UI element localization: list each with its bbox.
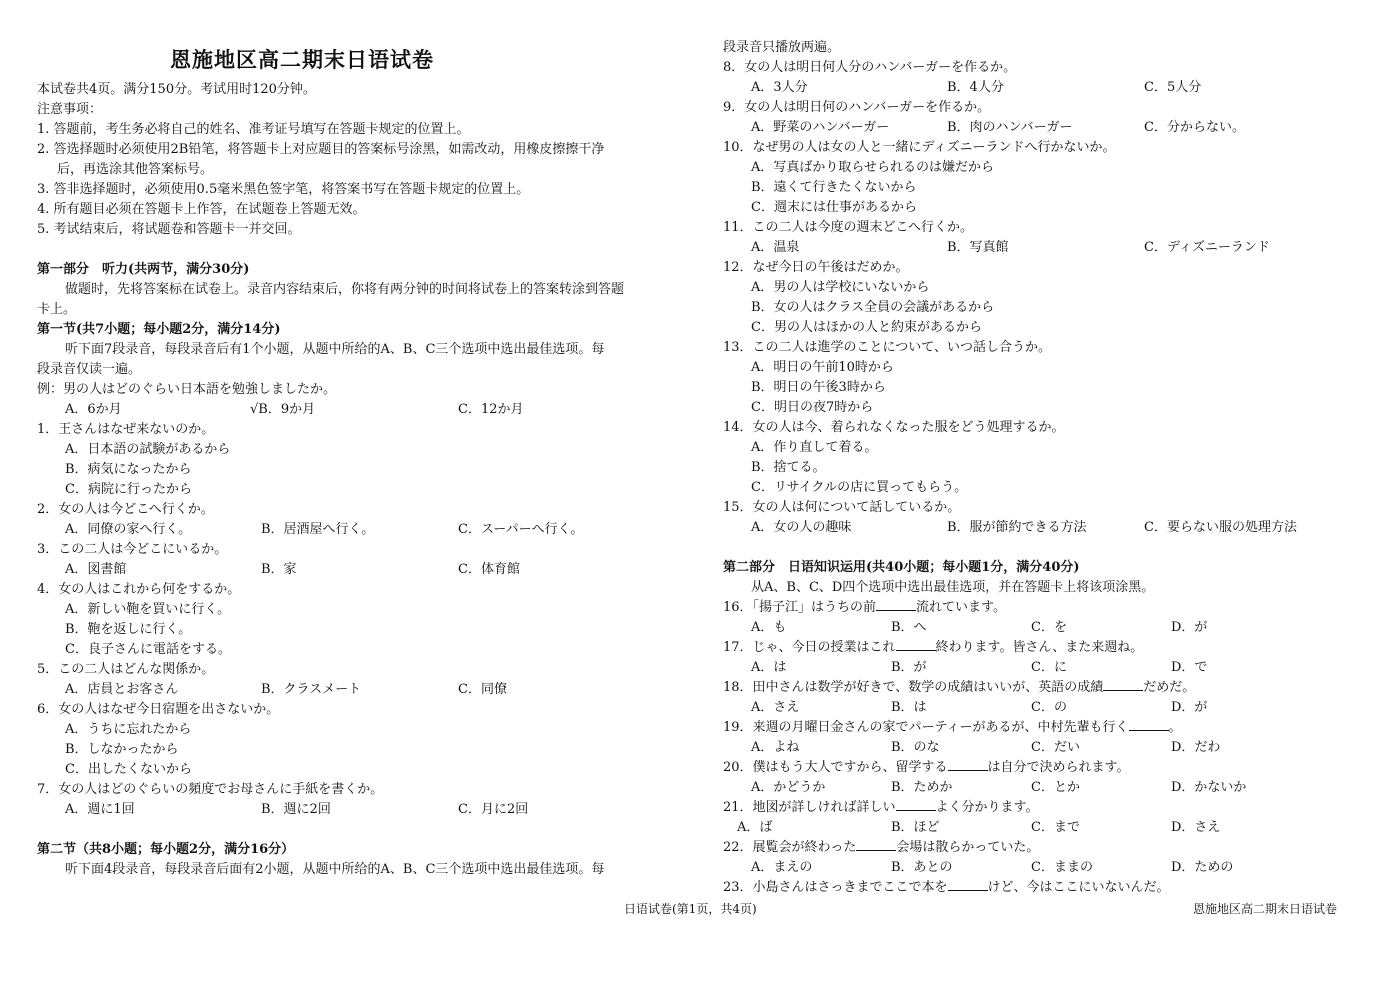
line-text: A．は [751,660,787,675]
line-text: B．クラスメート [261,682,362,697]
text-line [751,458,826,478]
line-text: C．出したくないから [65,762,192,777]
line-text-after-blank: よく分かります。 [935,800,1039,815]
text-line [1144,518,1297,538]
line-text: C．ままの [1031,860,1093,875]
line-text: 听下面4段录音，每段录音后面有2小题，从题中所给的A、B、C三个选项中选出最佳选项。每 [65,862,605,877]
line-text: B．ためか [891,780,953,795]
line-text: C．12か月 [458,402,524,417]
text-line [1031,818,1080,838]
section-heading [37,840,294,860]
text-line [1031,858,1093,878]
line-text: √B．9か月 [250,402,316,417]
answer-blank [876,598,916,611]
section-heading [37,320,280,340]
line-text: B．が [891,660,927,675]
line-text: C．要らない服の処理方法 [1144,520,1297,535]
text-line [1171,698,1207,718]
line-text: A．も [751,620,787,635]
text-line [37,380,336,400]
text-line [65,740,179,760]
line-text: C．良子さんに電話をする。 [65,642,231,657]
line-text: 7．女の人はどのぐらいの頻度でお母さんに手紙を書くか。 [37,782,384,797]
text-line [737,818,772,838]
line-text: A．野菜のハンバーガー [751,120,890,135]
line-text: A．ば [737,820,773,835]
line-text: 从A、B、C、D四个选项中选出最佳选项，并在答题卡上将该项涂黑。 [751,580,1155,595]
line-text: B．ほど [891,820,940,835]
line-text: C．男の人はほかの人と約束があるから [751,320,982,335]
text-line [65,340,604,360]
text-line [37,300,76,320]
line-text: C．まで [1031,820,1080,835]
line-text: C．の [1031,700,1067,715]
text-line [723,758,1130,778]
text-line [65,280,624,300]
line-text: 2. 答选择题时必须使用2B铅笔，将答题卡上对应题目的答案标号涂黑，如需改动，用橡皮擦擦干净 [37,142,605,157]
line-text: B．捨てる。 [751,460,826,475]
line-text: 卡上。 [37,302,77,317]
line-text: C．病院に行ったから [65,482,192,497]
line-text: C．同僚 [458,682,507,697]
text-line [751,278,929,298]
text-line [751,318,982,338]
line-text: B．居酒屋へ行く。 [261,522,375,537]
line-text: 听下面7段录音，每段录音后有1个小题，从题中所给的A、B、C三个选项中选出最佳选项。每 [65,342,605,357]
line-text: 本试卷共4页。满分150分。考试用时120分钟。 [37,82,316,97]
line-text: B．あとの [891,860,953,875]
line-text: B．鞄を返しに行く。 [65,622,192,637]
line-text: 9．女の人は明日何のハンバーガーを作るか。 [723,100,991,115]
text-line [458,680,507,700]
line-text: 3. 答非选择题时，必须使用0.5毫米黑色签字笔，将答案书写在答题卡规定的位置上。 [37,182,530,197]
line-text: 19．来週の月曜日金さんの家でパーティーがあるが、中村先輩も行く [723,720,1129,735]
line-text: C．とか [1031,780,1080,795]
line-text: D．かないか [1171,780,1247,795]
text-line [37,360,141,380]
text-line [1144,238,1270,258]
line-text: 15．女の人は何について話しているか。 [723,500,961,515]
line-text: B．しなかったから [65,742,179,757]
section-heading [37,260,249,280]
line-text-after-blank: 流れています。 [916,600,1007,615]
text-line [1031,778,1080,798]
answer-blank [1129,718,1169,731]
text-line [1171,658,1207,678]
line-text: C．に [1031,660,1067,675]
text-line [65,460,192,480]
text-line [458,560,520,580]
line-text: 21．地図が詳しければ詳しい [723,800,896,815]
line-text: A．温泉 [751,240,800,255]
line-text: 14．女の人は今、着られなくなった服をどう処理するか。 [723,420,1065,435]
text-line [891,618,927,638]
line-text: D．で [1171,660,1208,675]
text-line [65,600,230,620]
line-text: A．よね [751,740,800,755]
text-line [751,378,886,398]
text-line [37,700,279,720]
page-title: 恩施地区高二期末日语试卷 [170,47,434,72]
text-line [891,698,927,718]
text-line [751,778,825,798]
text-line [751,438,877,458]
line-text: A．店員とお客さん [65,682,179,697]
text-line [723,418,1065,438]
answer-blank [948,878,988,891]
line-text: D．が [1171,700,1208,715]
text-line [1144,78,1201,98]
text-line [723,798,1039,818]
line-text: 段录音仅读一遍。 [37,362,142,377]
line-text: A．同僚の家へ行く。 [65,522,192,537]
line-text: 段录音只播放两遍。 [723,40,841,55]
line-text: B．女の人はクラス全員の会議があるから [751,300,995,315]
text-line [891,738,940,758]
text-line [751,578,1154,598]
line-text: B．へ [891,620,927,635]
text-line [751,358,894,378]
line-text: 22．展覧会が終わった [723,840,857,855]
line-text: A．日本語の試験があるから [65,442,231,457]
text-line [751,518,851,538]
answer-blank [948,758,988,771]
line-text: A．うちに忘れたから [65,722,192,737]
line-text-after-blank: 終わります。皆さん、また来週ね。 [935,640,1144,655]
text-line [65,520,191,540]
text-line [458,520,583,540]
text-line [261,520,374,540]
text-line [1171,818,1220,838]
text-line [723,58,1016,78]
line-text: C．分からない。 [1144,120,1245,135]
text-line [458,800,528,820]
line-text: A．6か月 [65,402,122,417]
text-line [37,540,227,560]
line-text: B．のな [891,740,940,755]
line-text-after-blank: 会場は散らかっていた。 [896,840,1040,855]
text-line [891,778,953,798]
text-line [65,760,192,780]
line-text: 11．この二人は今度の週末どこへ行くか。 [723,220,974,235]
text-line [723,878,1170,898]
line-text: A．男の人は学校にいないから [751,280,930,295]
text-line [1144,118,1245,138]
line-text: 2．女の人は今どこへ行くか。 [37,502,214,517]
text-line [891,858,953,878]
line-text: 后，再选涂其他答案标号。 [57,162,214,177]
text-line [65,560,126,580]
line-text: A．作り直して着る。 [751,440,878,455]
text-line [37,580,240,600]
text-line [37,500,214,520]
text-line [723,258,909,278]
line-text-after-blank: けど、今はここにいないんだ。 [987,880,1170,895]
line-text: 12．なぜ今日の午後はだめか。 [723,260,909,275]
line-text: C．だい [1031,740,1080,755]
line-text: 注意事项： [37,102,103,117]
line-text: D．ための [1171,860,1234,875]
line-text: B．病気になったから [65,462,192,477]
text-line [751,698,799,718]
line-text-after-blank: は自分で決められます。 [987,760,1130,775]
text-line [1031,738,1080,758]
line-text: A．新しい鞄を買いに行く。 [65,602,231,617]
text-line [37,780,383,800]
line-text: 5. 考试结束后，将试题卷和答题卡一并交回。 [37,222,301,237]
text-line [723,218,973,238]
text-line [751,858,812,878]
text-line [37,660,214,680]
text-line [261,800,331,820]
text-line [65,800,135,820]
line-text: A．週に1回 [65,802,135,817]
text-line [751,738,799,758]
line-text: D．が [1171,620,1208,635]
text-line [37,100,102,120]
line-text: 做题时，先将答案标在试卷上。录音内容结束后，你将有两分钟的时间将试卷上的答案转涂到答题 [65,282,625,297]
line-text: A．まえの [751,860,813,875]
line-text: 3．この二人は今どこにいるか。 [37,542,228,557]
line-text: C．体育館 [458,562,520,577]
text-line [751,198,917,218]
text-line [723,598,1006,618]
line-text: B．家 [261,562,297,577]
line-text: A．3人分 [751,80,808,95]
line-text: B．週に2回 [261,802,331,817]
line-text: C．週末には仕事があるから [751,200,917,215]
line-text: C．スーパーへ行く。 [458,522,584,537]
text-line [723,638,1143,658]
text-line [37,220,301,240]
text-line [65,640,231,660]
text-line [65,620,191,640]
line-text: 第二部分 日语知识运用(共40小题；每小题1分，满分40分) [723,560,1080,575]
text-line [65,680,178,700]
line-text: B．肉のハンバーガー [947,120,1073,135]
text-line [723,38,840,58]
text-line [458,400,524,420]
line-text: 4. 所有题目必须在答题卡上作答，在试题卷上答题无效。 [37,202,366,217]
text-line [37,120,470,140]
line-text: 第一节(共7小题；每小题2分，满分14分) [37,322,281,337]
text-line [947,518,1087,538]
text-line [947,78,1004,98]
text-line [57,160,213,180]
line-text-after-blank: だめだ。 [1143,680,1196,695]
text-line [751,158,994,178]
text-line [37,180,529,200]
line-text: C．明日の夜7時から [751,400,874,415]
line-text: D．さえ [1171,820,1221,835]
answer-blank [896,798,936,811]
text-line [1171,858,1233,878]
text-line [37,200,366,220]
line-text: 13．この二人は進学のことについて、いつ話し合うか。 [723,340,1052,355]
text-line [65,860,604,880]
line-text: C．月に2回 [458,802,529,817]
text-line [723,138,1116,158]
line-text: C．リサイクルの店に買ってもらう。 [751,480,968,495]
answer-blank [856,838,896,851]
line-text: 第二节（共8小题；每小题2分，满分16分） [37,842,295,857]
text-line [1171,618,1207,638]
text-line [1031,698,1067,718]
line-text: D．だわ [1171,740,1221,755]
line-text: 第一部分 听力(共两节，满分30分) [37,262,250,277]
text-line [65,720,191,740]
text-line [1031,658,1067,678]
answer-blank [1103,678,1143,691]
line-text: B．4人分 [947,80,1004,95]
text-line [947,238,1009,258]
text-line [751,298,994,318]
text-line [751,178,917,198]
line-text: 18．田中さんは数学が好きで、数学の成績はいいが、英語の成績 [723,680,1104,695]
text-line [947,118,1072,138]
text-line [65,400,122,420]
text-line [891,818,940,838]
text-line [65,480,192,500]
text-line [1171,778,1246,798]
text-line [1031,618,1067,638]
line-text: 20．僕はもう大人ですから、留学する [723,760,948,775]
line-text: A．女の人の趣味 [751,520,852,535]
page-footer: 日语试卷(第1页，共4页) [624,902,757,916]
text-line [723,718,1182,738]
line-text: A．写真ばかり取らせられるのは嫌だから [751,160,994,175]
answer-blank [896,638,936,651]
line-text: C．を [1031,620,1067,635]
line-text: C．ディズニーランド [1144,240,1270,255]
line-text: 5．この二人はどんな関係か。 [37,662,215,677]
text-line [751,618,786,638]
text-line [1171,738,1220,758]
text-line [751,398,873,418]
line-text: A．さえ [751,700,800,715]
line-text: B．明日の午後3時から [751,380,886,395]
line-text: 4．女の人はこれから何をするか。 [37,582,241,597]
line-text: 6．女の人はなぜ今日宿題を出さないか。 [37,702,280,717]
section-heading [723,558,1080,578]
text-line [751,118,889,138]
line-text: C．5人分 [1144,80,1202,95]
line-text: B．写真館 [947,240,1009,255]
line-text: 17．じゃ、今日の授業はこれ [723,640,896,655]
line-text: 1. 答题前，考生务必将自己的姓名、准考证号填写在答题卡规定的位置上。 [37,122,470,137]
text-line [723,98,990,118]
text-line [261,680,361,700]
line-text-after-blank: 。 [1168,720,1182,735]
line-text: 例：男の人はどのぐらい日本語を勉強しましたか。 [37,382,337,397]
line-text: A．かどうか [751,780,826,795]
line-text: 10．なぜ男の人は女の人と一緒にディズニーランドへ行かないか。 [723,140,1116,155]
text-line [65,440,230,460]
text-line [250,400,315,420]
text-line [37,80,316,100]
text-line [723,678,1195,698]
text-line [723,838,1039,858]
text-line [751,658,786,678]
text-line [261,560,297,580]
text-line [751,238,799,258]
line-text: 8．女の人は明日何人分のハンバーガーを作るか。 [723,60,1017,75]
text-line [891,658,927,678]
text-line [37,420,214,440]
line-text: 16．「揚子江」はうちの前 [723,600,877,615]
text-line [723,498,960,518]
text-line [751,478,967,498]
text-line [751,78,808,98]
line-text: B．は [891,700,927,715]
text-line [37,140,604,160]
line-text: B．遠くて行きたくないから [751,180,917,195]
text-line [723,338,1051,358]
line-text: A．明日の午前10時から [751,360,894,375]
line-text: 23．小島さんはさっきまでここで本を [723,880,948,895]
footer-title: 恩施地区高二期末日语试卷 [1193,902,1338,916]
line-text: B．服が節約できる方法 [947,520,1087,535]
line-text: A．図書館 [65,562,127,577]
line-text: 1．王さんはなぜ来ないのか。 [37,422,215,437]
